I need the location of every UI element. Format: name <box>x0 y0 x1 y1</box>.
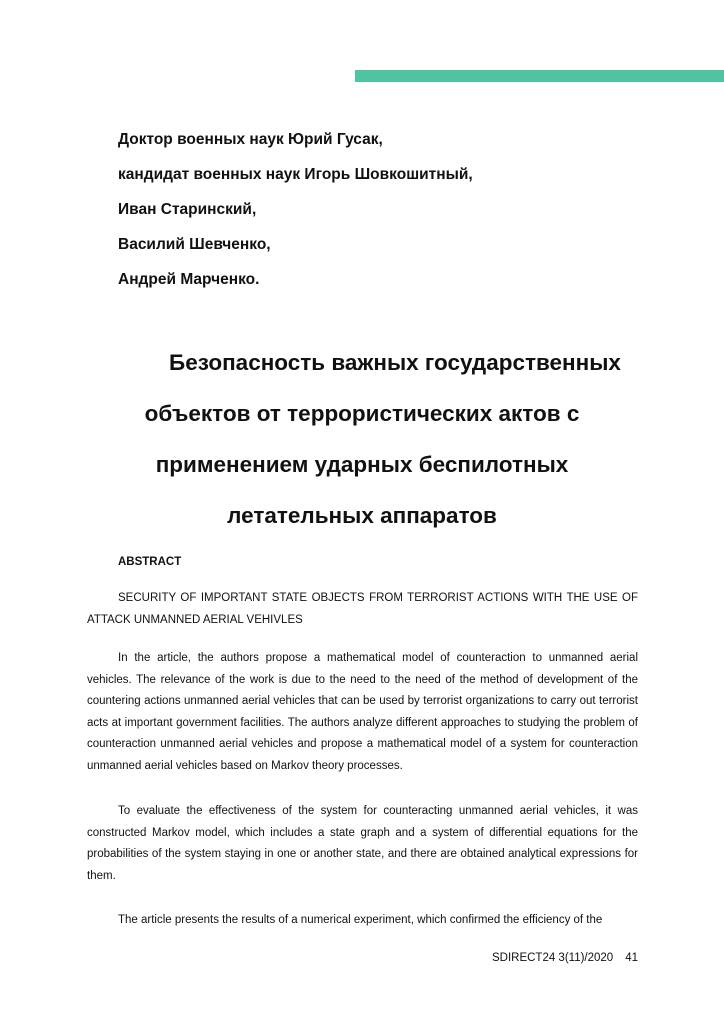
title-line: Безопасность важных государственных <box>169 350 621 375</box>
abstract-heading: ABSTRACT <box>118 556 182 568</box>
author-line: Василий Шевченко, <box>118 236 271 253</box>
abstract-paragraph <box>87 910 638 932</box>
title-line: применением ударных беспилотных <box>155 452 569 477</box>
page-number: 41 <box>625 952 638 964</box>
page-footer <box>492 950 638 966</box>
paragraph-text: In the article, the authors propose a mathematical model of counteraction to unmanned aerial vehicles. The relevance of the work is due to the need to the need of the method of development of the countering actions unmanned aerial vehicles that can be used by terrorist organizations to carry out terrorist acts at important government facilities. The authors analyze different approaches to studying the problem of counteraction unmanned aerial vehicles and propose a mathematical model of a system for counteraction unmanned aerial vehicles based on Markov theory processes. <box>87 652 638 772</box>
abstract-title-text: SECURITY OF IMPORTANT STATE OBJECTS FROM TERRORIST ACTIONS WITH THE USE OF ATTACK UNMANNED AERIAL VEHIVLES <box>87 592 638 626</box>
author-line: кандидат военных наук Игорь Шовкошитный, <box>118 166 473 183</box>
paragraph-text: To evaluate the effectiveness of the system for counteracting unmanned aerial vehicles, it was constructed Markov model, which includes a state graph and a system of differential equations for the probabilities of the system staying in one or another state, and there are obtained analytical expressions for them. <box>87 805 638 882</box>
header-accent-bar <box>355 70 724 82</box>
abstract-paragraph <box>87 801 638 887</box>
article-title <box>86 337 638 541</box>
author-line: Доктор военных наук Юрий Гусак, <box>118 131 383 148</box>
journal-issue: SDIRECT24 3(11)/2020 <box>491 952 614 964</box>
title-line: объектов от террористических актов с <box>144 401 580 426</box>
abstract-paragraph <box>87 648 638 777</box>
author-line: Андрей Марченко. <box>118 271 260 288</box>
author-list <box>118 122 638 297</box>
author-line: Иван Старинский, <box>118 201 257 218</box>
abstract-title <box>87 588 638 631</box>
paragraph-text: The article presents the results of a numerical experiment, which confirmed the efficiency of the <box>118 914 603 926</box>
title-line: летательных аппаратов <box>227 503 497 528</box>
